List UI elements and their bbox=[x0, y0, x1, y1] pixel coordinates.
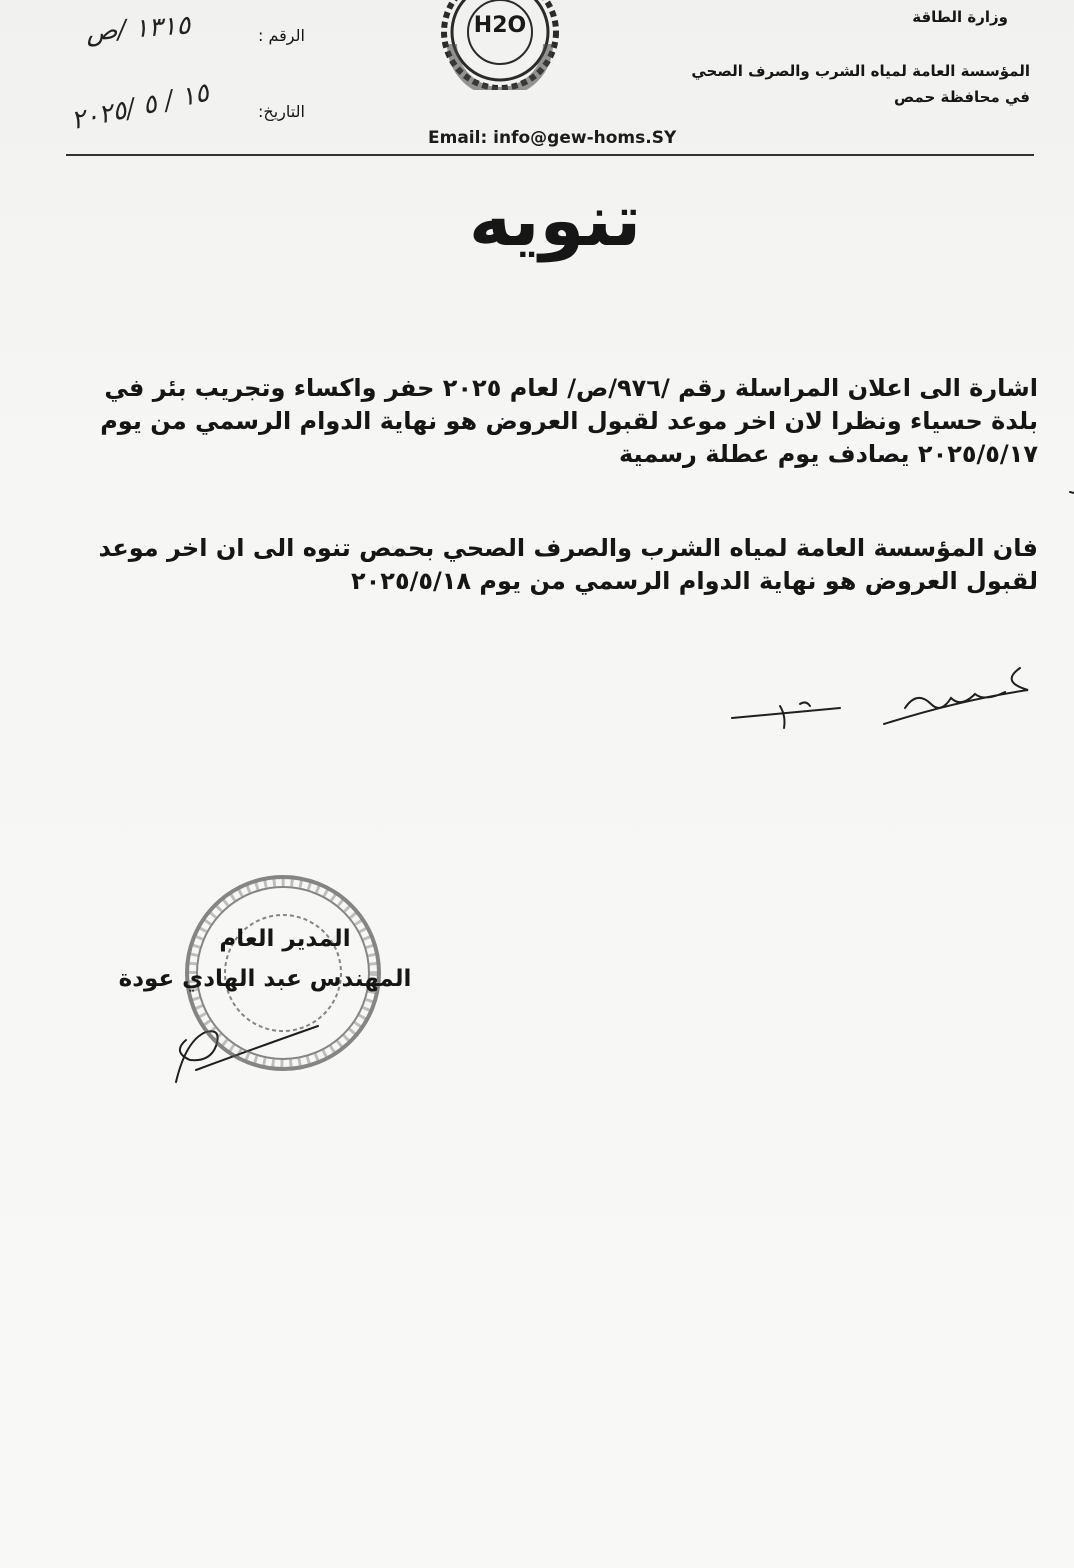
reference-number-label: الرقم : bbox=[258, 26, 305, 45]
header-divider bbox=[66, 154, 1034, 156]
paragraph-one-line: اشارة الى اعلان المراسلة رقم /٩٧٦/ص/ لعام ٢٠٢٥ حفر واكساء وتجريب بئر في bbox=[104, 374, 1038, 402]
reviewer-signature bbox=[884, 668, 1028, 724]
governorate-name: في محافظة حمص bbox=[893, 88, 1030, 106]
email-address: Email: info@gew-homs.SY bbox=[428, 128, 677, 148]
paragraph-one-line: بلدة حسياء ونظرا لان اخر موعد لقبول العروض هو نهاية الدوام الرسمي من يوم bbox=[100, 407, 1038, 435]
paragraph-one bbox=[88, 372, 1038, 471]
paragraph-two bbox=[88, 532, 1038, 598]
paragraph-two-line: لقبول العروض هو نهاية الدوام الرسمي من يوم ٢٠٢٥/٥/١٨ bbox=[351, 567, 1038, 595]
logo-text: H2O bbox=[473, 13, 527, 38]
initial-stroke bbox=[780, 706, 785, 728]
ministry-name: وزارة الطاقة bbox=[912, 8, 1008, 26]
water-company-gear-logo-icon bbox=[438, 0, 562, 90]
organization-name: المؤسسة العامة لمياه الشرب والصرف الصحي bbox=[691, 62, 1030, 80]
paragraph-one-line: ٢٠٢٥/٥/١٧ يصادف يوم عطلة رسمية bbox=[619, 440, 1038, 468]
stray-mark bbox=[1070, 492, 1074, 494]
document-title: تنويه bbox=[468, 178, 642, 262]
paragraph-two-line: فان المؤسسة العامة لمياه الشرب والصرف الصحي بحمص تنوه الى ان اخر موعد bbox=[98, 534, 1038, 562]
date-label: التاريخ: bbox=[258, 102, 305, 121]
reference-number-value: ١٣١٥ /ص bbox=[85, 10, 192, 48]
director-name: المهندس عبد الهادي عودة bbox=[118, 966, 412, 992]
date-value: ١٥ / ٥ /٢٠٢٥ bbox=[68, 77, 212, 137]
initial-stroke bbox=[732, 708, 840, 718]
director-title: المدير العام bbox=[219, 926, 351, 952]
initial-stroke bbox=[800, 702, 810, 706]
